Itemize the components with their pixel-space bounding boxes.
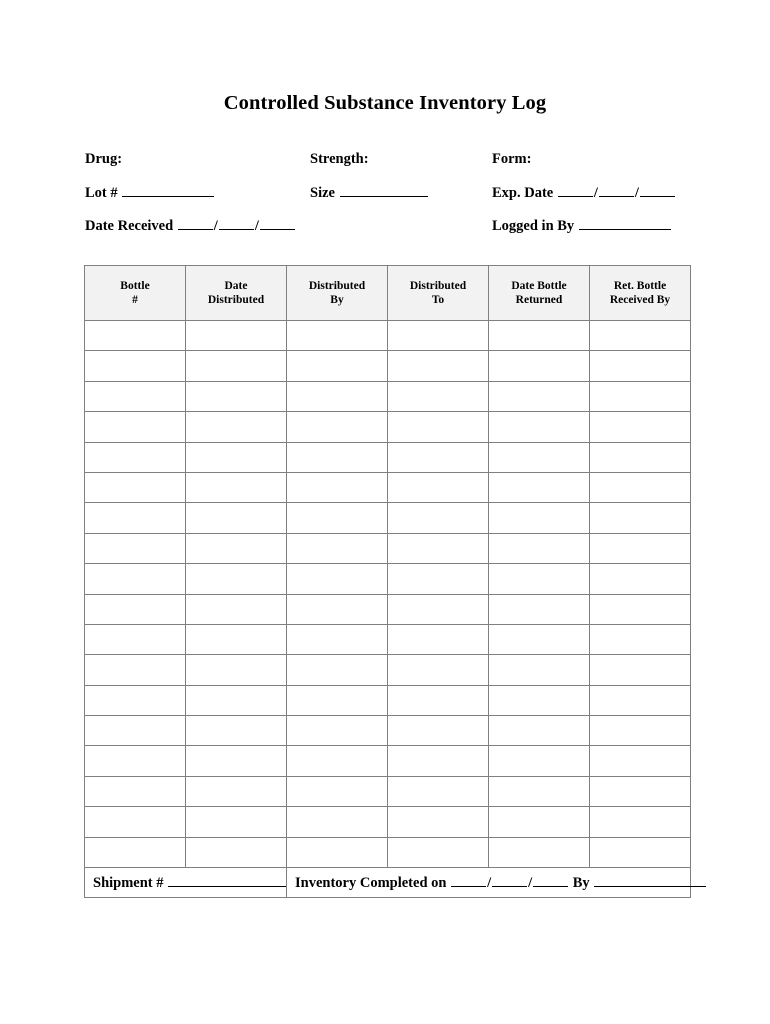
table-cell[interactable]	[85, 351, 186, 381]
column-header-line-1: Bottle	[120, 279, 150, 292]
table-row	[85, 685, 691, 715]
lot-number-field[interactable]	[85, 183, 215, 203]
table-cell[interactable]	[590, 564, 691, 594]
table-cell[interactable]	[388, 381, 489, 411]
table-cell[interactable]	[590, 685, 691, 715]
table-cell[interactable]	[287, 807, 388, 837]
table-cell[interactable]	[590, 472, 691, 502]
table-row	[85, 746, 691, 776]
table-row	[85, 776, 691, 806]
table-row	[85, 655, 691, 685]
table-cell[interactable]	[287, 655, 388, 685]
table-row	[85, 503, 691, 533]
date-received-month-blank[interactable]	[178, 216, 213, 230]
table-cell[interactable]	[85, 503, 186, 533]
table-cell[interactable]	[85, 837, 186, 867]
table-cell[interactable]	[489, 837, 590, 867]
date-received-label: Date Received	[85, 218, 174, 234]
shipment-number-label: Shipment #	[93, 875, 164, 892]
table-cell[interactable]	[388, 776, 489, 806]
table-cell[interactable]	[590, 624, 691, 654]
table-cell[interactable]	[489, 472, 590, 502]
table-cell[interactable]	[287, 412, 388, 442]
logged-in-by-label: Logged in By	[492, 218, 575, 234]
table-cell[interactable]	[590, 807, 691, 837]
column-header-distributed-to	[388, 266, 489, 321]
table-cell[interactable]	[489, 351, 590, 381]
table-cell[interactable]	[489, 746, 590, 776]
table-cell[interactable]	[85, 746, 186, 776]
table-cell[interactable]	[186, 533, 287, 563]
table-row	[85, 594, 691, 624]
table-cell[interactable]	[590, 442, 691, 472]
table-row	[85, 807, 691, 837]
table-cell[interactable]	[489, 807, 590, 837]
date-received-slash-1: /	[213, 218, 218, 234]
table-cell[interactable]	[388, 624, 489, 654]
table-cell[interactable]	[388, 594, 489, 624]
form-row-1	[85, 149, 695, 171]
column-header-line-2: By	[330, 294, 344, 306]
size-label: Size	[310, 185, 335, 201]
form-fields-block	[85, 149, 695, 245]
table-row	[85, 472, 691, 502]
table-cell[interactable]	[186, 412, 287, 442]
table-cell[interactable]	[489, 533, 590, 563]
table-cell[interactable]	[186, 776, 287, 806]
table-cell[interactable]	[186, 594, 287, 624]
table-cell[interactable]	[186, 381, 287, 411]
table-cell[interactable]	[388, 807, 489, 837]
column-header-line-1: Distributed	[308, 279, 366, 292]
table-row	[85, 442, 691, 472]
inventory-completed-by-label: By	[572, 875, 590, 892]
column-header-line-2: To	[431, 294, 445, 306]
table-header	[85, 266, 691, 321]
table-cell[interactable]	[287, 594, 388, 624]
table-cell[interactable]	[85, 564, 186, 594]
table-cell[interactable]	[186, 442, 287, 472]
table-cell[interactable]	[590, 776, 691, 806]
table-cell[interactable]	[287, 381, 388, 411]
table-row	[85, 412, 691, 442]
table-cell[interactable]	[85, 624, 186, 654]
strength-label: Strength:	[310, 151, 369, 167]
table-cell[interactable]	[590, 655, 691, 685]
lot-number-label: Lot #	[85, 185, 118, 201]
inventory-completed-slash-1: /	[487, 875, 492, 892]
shipment-number-blank[interactable]	[168, 873, 286, 887]
table-cell[interactable]	[186, 321, 287, 351]
table-cell[interactable]	[186, 807, 287, 837]
form-type-label: Form:	[492, 151, 532, 167]
table-cell[interactable]	[85, 655, 186, 685]
table-cell[interactable]	[388, 685, 489, 715]
table-cell[interactable]	[388, 351, 489, 381]
date-received-day-blank[interactable]	[219, 216, 254, 230]
table-row	[85, 716, 691, 746]
table-cell[interactable]	[85, 321, 186, 351]
table-cell[interactable]	[186, 472, 287, 502]
date-received-field[interactable]	[85, 216, 296, 236]
lot-number-blank[interactable]	[122, 183, 214, 197]
table-cell[interactable]	[489, 442, 590, 472]
table-cell[interactable]	[590, 351, 691, 381]
table-row	[85, 624, 691, 654]
logged-in-by-field[interactable]	[492, 216, 672, 236]
table-cell[interactable]	[489, 594, 590, 624]
table-cell[interactable]	[287, 321, 388, 351]
table-cell[interactable]	[287, 685, 388, 715]
table-cell[interactable]	[388, 655, 489, 685]
column-header-date-bottle-returned	[489, 266, 590, 321]
table-cell[interactable]	[287, 351, 388, 381]
table-cell[interactable]	[287, 503, 388, 533]
table-cell[interactable]	[489, 564, 590, 594]
table-cell[interactable]	[186, 655, 287, 685]
inventory-completed-year-blank[interactable]	[533, 873, 568, 887]
table-cell[interactable]	[186, 685, 287, 715]
table-cell[interactable]	[85, 533, 186, 563]
table-cell[interactable]	[287, 776, 388, 806]
table-cell[interactable]	[590, 533, 691, 563]
table-cell[interactable]	[85, 807, 186, 837]
table-cell[interactable]	[489, 412, 590, 442]
table-cell[interactable]	[388, 472, 489, 502]
table-cell[interactable]	[489, 776, 590, 806]
column-header-line-1: Ret. Bottle	[613, 279, 667, 292]
table-cell[interactable]	[85, 412, 186, 442]
table-cell[interactable]	[85, 776, 186, 806]
strength-field[interactable]	[310, 149, 369, 169]
table-cell[interactable]	[489, 624, 590, 654]
table-cell[interactable]	[287, 442, 388, 472]
table-cell[interactable]	[186, 716, 287, 746]
form-type-field[interactable]	[492, 149, 531, 169]
exp-date-year-blank[interactable]	[640, 183, 675, 197]
table-cell[interactable]	[489, 503, 590, 533]
table-body	[85, 321, 691, 868]
column-header-line-1: Distributed	[409, 279, 467, 292]
date-received-slash-2: /	[254, 218, 259, 234]
table-cell[interactable]	[489, 655, 590, 685]
table-cell[interactable]	[489, 381, 590, 411]
table-cell[interactable]	[388, 412, 489, 442]
table-cell[interactable]	[287, 472, 388, 502]
exp-date-slash-1: /	[593, 185, 598, 201]
inventory-completed-slash-2: /	[528, 875, 533, 892]
table-cell[interactable]	[388, 321, 489, 351]
table-cell[interactable]	[590, 381, 691, 411]
column-header-bottle-number	[85, 266, 186, 321]
column-header-line-2: #	[132, 294, 138, 306]
page-title: Controlled Substance Inventory Log	[223, 92, 547, 114]
table-cell[interactable]	[85, 685, 186, 715]
table-cell[interactable]	[388, 503, 489, 533]
exp-date-day-blank[interactable]	[599, 183, 634, 197]
table-cell[interactable]	[388, 716, 489, 746]
table-row	[85, 381, 691, 411]
exp-date-field[interactable]	[492, 183, 676, 203]
table-cell[interactable]	[186, 564, 287, 594]
inventory-completed-label: Inventory Completed on	[295, 875, 447, 892]
form-row-3	[85, 216, 695, 238]
table-cell[interactable]	[186, 351, 287, 381]
logged-in-by-blank[interactable]	[579, 216, 671, 230]
inventory-completed-month-blank[interactable]	[451, 873, 486, 887]
inventory-log-table	[84, 265, 691, 898]
date-received-year-blank[interactable]	[260, 216, 295, 230]
table-cell[interactable]	[287, 624, 388, 654]
column-header-date-distributed	[186, 266, 287, 321]
table-cell[interactable]	[287, 533, 388, 563]
table-cell[interactable]	[287, 746, 388, 776]
table-cell[interactable]	[590, 594, 691, 624]
column-header-line-2: Received By	[609, 294, 671, 306]
table-footer-row	[85, 868, 691, 898]
exp-date-month-blank[interactable]	[558, 183, 593, 197]
table-cell[interactable]	[388, 442, 489, 472]
shipment-number-cell[interactable]	[85, 868, 287, 898]
table-cell[interactable]	[85, 716, 186, 746]
table-cell[interactable]	[186, 837, 287, 867]
table-row	[85, 837, 691, 867]
table-cell[interactable]	[85, 472, 186, 502]
size-blank[interactable]	[340, 183, 428, 197]
table-row	[85, 564, 691, 594]
table-cell[interactable]	[489, 716, 590, 746]
column-header-line-2: Distributed	[207, 294, 265, 306]
table-cell[interactable]	[85, 442, 186, 472]
drug-field[interactable]	[85, 149, 122, 169]
column-header-ret-bottle-received-by	[590, 266, 691, 321]
table-cell[interactable]	[186, 503, 287, 533]
table-cell[interactable]	[287, 837, 388, 867]
table-cell[interactable]	[85, 594, 186, 624]
table-row	[85, 321, 691, 351]
table-cell[interactable]	[590, 716, 691, 746]
table-cell[interactable]	[287, 716, 388, 746]
table-cell[interactable]	[590, 746, 691, 776]
table-cell[interactable]	[186, 746, 287, 776]
table-cell[interactable]	[85, 381, 186, 411]
table-cell[interactable]	[388, 564, 489, 594]
size-field[interactable]	[310, 183, 429, 203]
table-row	[85, 533, 691, 563]
table-cell[interactable]	[590, 321, 691, 351]
exp-date-label: Exp. Date	[492, 185, 554, 201]
table-cell[interactable]	[388, 533, 489, 563]
column-header-line-1: Date Bottle	[511, 279, 567, 292]
table-cell[interactable]	[489, 685, 590, 715]
table-cell[interactable]	[489, 321, 590, 351]
table-cell[interactable]	[590, 412, 691, 442]
table-footer	[85, 868, 691, 898]
column-header-line-2: Returned	[515, 294, 563, 306]
column-header-distributed-by	[287, 266, 388, 321]
table-cell[interactable]	[388, 746, 489, 776]
form-row-2	[85, 183, 695, 205]
inventory-completed-cell[interactable]	[287, 868, 691, 898]
inventory-completed-by-blank[interactable]	[594, 873, 706, 887]
inventory-completed-day-blank[interactable]	[492, 873, 527, 887]
exp-date-slash-2: /	[634, 185, 639, 201]
table-cell[interactable]	[388, 837, 489, 867]
table-row	[85, 351, 691, 381]
drug-label: Drug:	[85, 151, 123, 167]
table-cell[interactable]	[590, 503, 691, 533]
column-header-line-1: Date	[224, 279, 248, 292]
table-cell[interactable]	[186, 624, 287, 654]
table-header-row	[85, 266, 691, 321]
table-cell[interactable]	[287, 564, 388, 594]
table-cell[interactable]	[590, 837, 691, 867]
